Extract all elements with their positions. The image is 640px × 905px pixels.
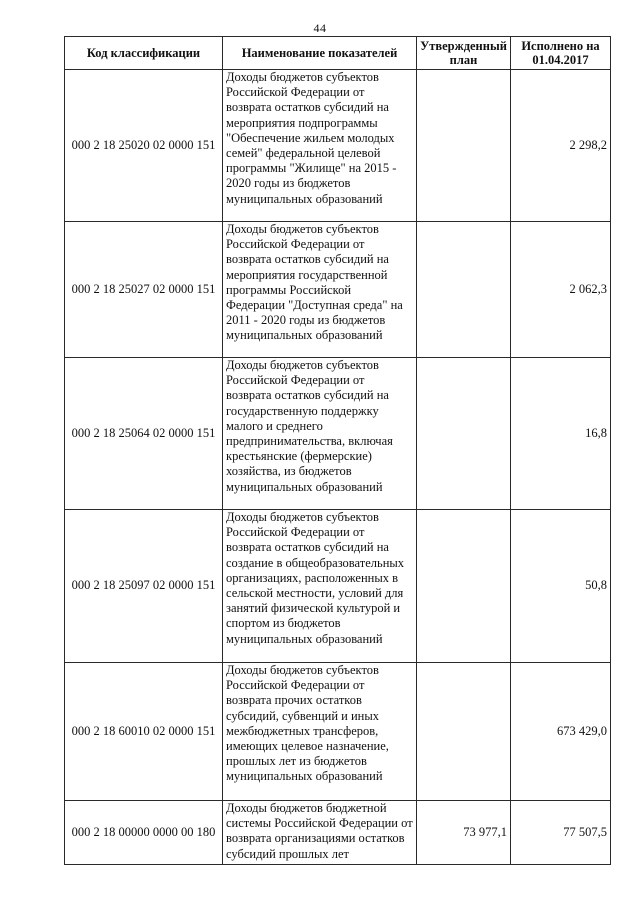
indicator-name: Доходы бюджетов бюджетной системы Российской Федерации от возврата организациями остатков субсидий прошлых лет — [223, 801, 417, 865]
table-row — [65, 222, 611, 358]
classification-code: 000 2 18 60010 02 0000 151 — [65, 663, 223, 801]
indicator-name: Доходы бюджетов субъектов Российской Федерации от возврата остатков субсидий на создание в общеобразовательных организациях, расположенных в сельской местности, условий для занятий физической культурой и спортом из бюджетов муниципальных образований — [223, 510, 417, 663]
approved-plan-value — [417, 222, 511, 358]
indicator-name: Доходы бюджетов субъектов Российской Федерации от возврата остатков субсидий на государственную поддержку малого и среднего предпринимательства, включая крестьянские (фермерские) хозяйства, из бюджетов муниципальных образований — [223, 358, 417, 510]
table-header-row — [65, 37, 611, 70]
table-row — [65, 358, 611, 510]
executed-value: 2 062,3 — [511, 222, 611, 358]
column-header-executed: Исполнено на 01.04.2017 — [511, 37, 611, 70]
classification-code: 000 2 18 25064 02 0000 151 — [65, 358, 223, 510]
indicator-name: Доходы бюджетов субъектов Российской Федерации от возврата прочих остатков субсидий, субвенций и иных межбюджетных трансферов, имеющих целевое назначение, прошлых лет из бюджетов муниципальных образований — [223, 663, 417, 801]
approved-plan-value — [417, 358, 511, 510]
column-header-code: Код классификации — [65, 37, 223, 70]
executed-value: 16,8 — [511, 358, 611, 510]
approved-plan-value — [417, 510, 511, 663]
classification-code: 000 2 18 25027 02 0000 151 — [65, 222, 223, 358]
executed-value: 77 507,5 — [511, 801, 611, 865]
table-row — [65, 510, 611, 663]
table-row — [65, 663, 611, 801]
table-row — [65, 801, 611, 865]
executed-value: 50,8 — [511, 510, 611, 663]
column-header-plan: Утвержденный план — [417, 37, 511, 70]
column-header-name: Наименование показателей — [223, 37, 417, 70]
classification-code: 000 2 18 25097 02 0000 151 — [65, 510, 223, 663]
table-row — [65, 70, 611, 222]
approved-plan-value — [417, 663, 511, 801]
executed-value: 2 298,2 — [511, 70, 611, 222]
classification-code: 000 2 18 25020 02 0000 151 — [65, 70, 223, 222]
approved-plan-value — [417, 70, 511, 222]
executed-value: 673 429,0 — [511, 663, 611, 801]
approved-plan-value: 73 977,1 — [417, 801, 511, 865]
page-number: 44 — [313, 21, 327, 35]
classification-code: 000 2 18 00000 0000 00 180 — [65, 801, 223, 865]
indicator-name: Доходы бюджетов субъектов Российской Федерации от возврата остатков субсидий на мероприятия подпрограммы "Обеспечение жильем молодых семей" федеральной целевой программы "Жилище" на 2015 - 2020 годы из бюджетов муниципальных образований — [223, 70, 417, 222]
indicator-name: Доходы бюджетов субъектов Российской Федерации от возврата остатков субсидий на мероприятия государственной программы Российской Федерации "Доступная среда" на 2011 - 2020 годы из бюджетов муниципальных образований — [223, 222, 417, 358]
budget-revenue-table — [64, 36, 611, 865]
